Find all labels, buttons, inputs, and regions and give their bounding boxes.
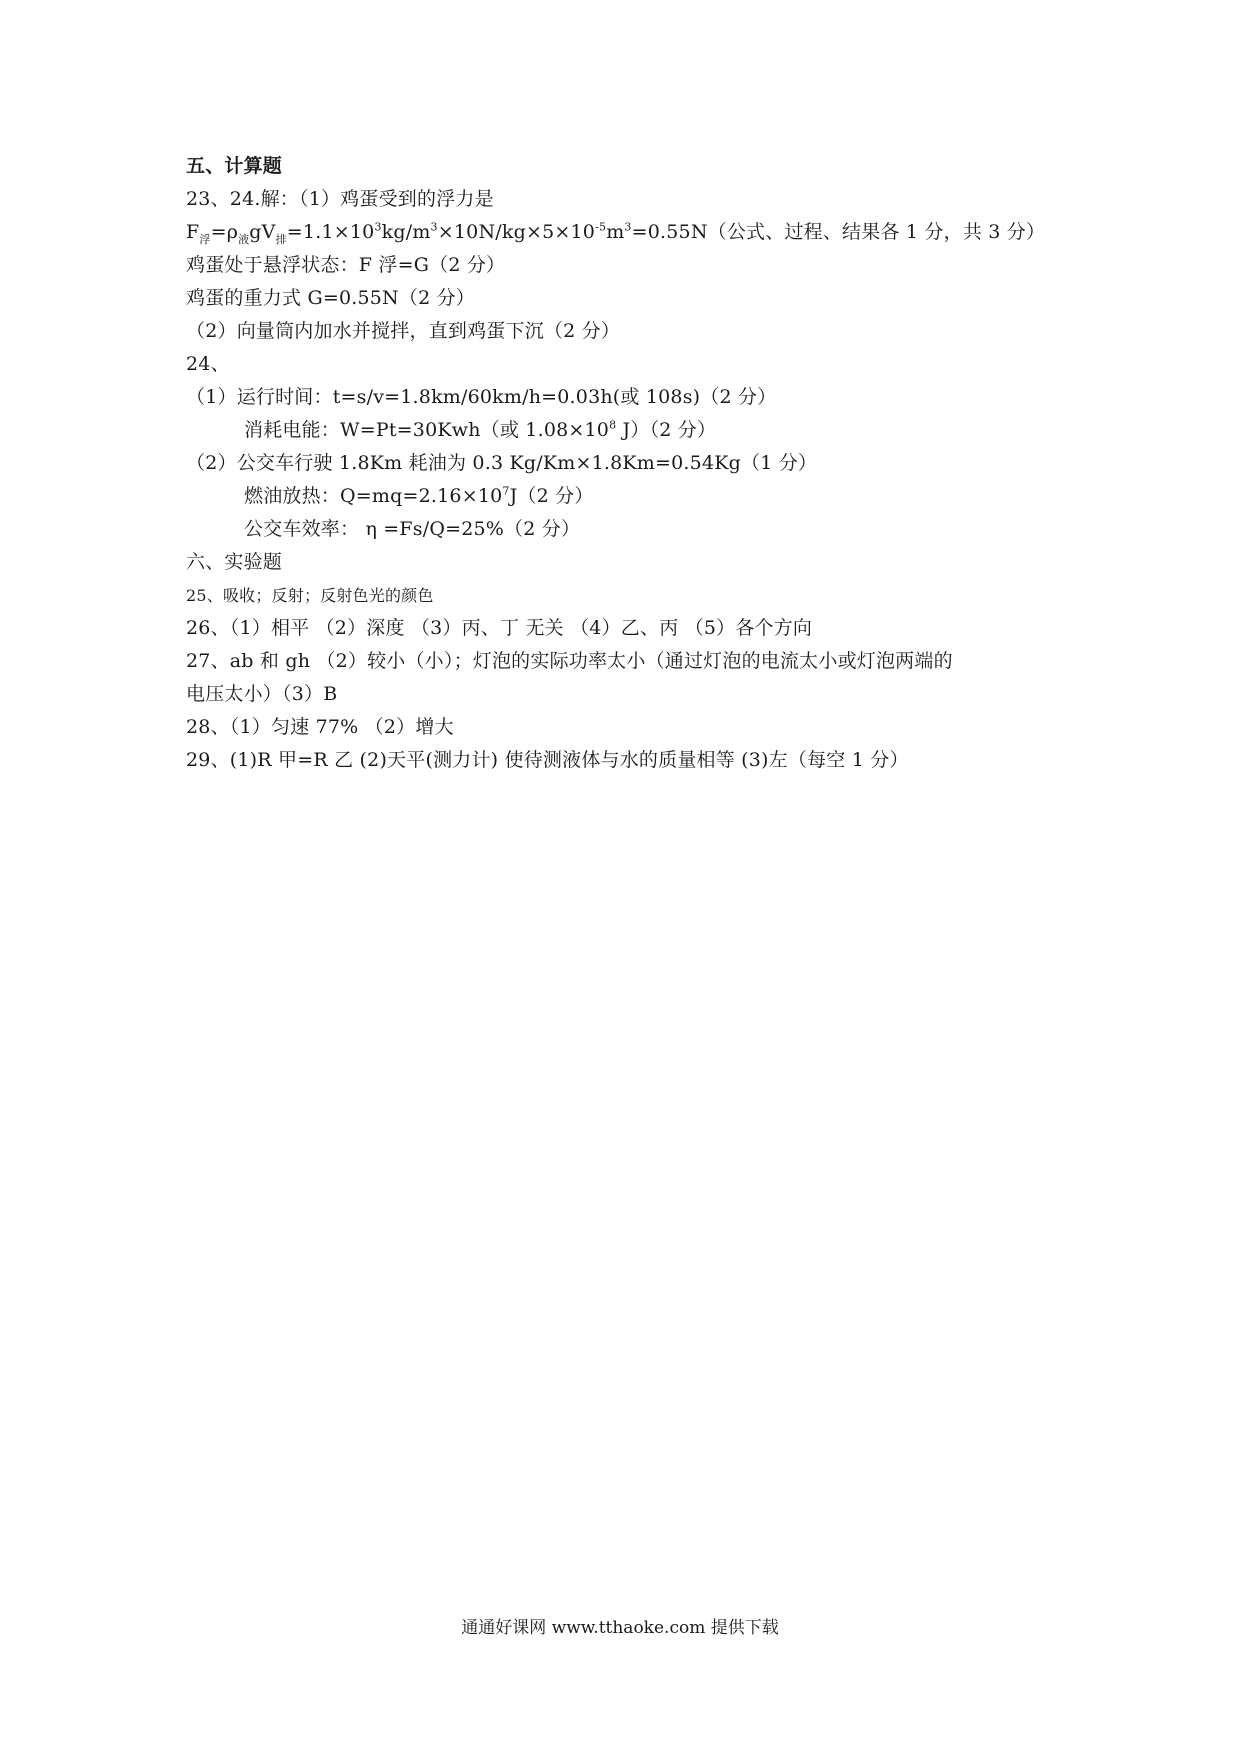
formula-part: =ρ [210,221,239,243]
heat-sup: 7 [502,484,510,498]
q25-answer: 25、吸收；反射；反射色光的颜色 [186,586,434,605]
q24-label: 24、 [186,353,230,375]
formula-sup: 3 [430,220,438,234]
q24-heat [186,480,1086,513]
formula-sub: 液 [238,232,250,246]
q24-efficiency: 公交车效率： η =Fs/Q=25%（2 分） [244,518,581,540]
energy-sup: 8 [609,418,617,432]
q28-answer: 28、（1）匀速 77% （2）增大 [186,716,454,738]
q23-weight: 鸡蛋的重力式 G=0.55N（2 分） [186,287,475,309]
q24-energy [186,414,1086,447]
formula-part: kg/m [381,221,431,243]
heat-part: J（2 分） [509,485,594,507]
energy-part: J）（2 分） [616,419,717,441]
formula-sup: -5 [595,220,607,234]
q23-part2: （2）向量筒内加水并搅拌，直到鸡蛋下沉（2 分） [186,320,621,342]
q26-answer: 26、（1）相平 （2）深度 （3）丙、丁 无关 （4）乙、丙 （5）各个方向 [186,617,813,639]
formula-part: =0.55N（公式、过程、结果各 1 分，共 3 分） [631,221,1046,243]
section-heading-experiment: 六、实验题 [186,551,283,573]
heat-part: 燃油放热：Q=mq=2.16×10 [244,485,503,507]
q27-answer-line2: 电压太小）（3）B [186,683,338,705]
formula-part: gV [249,221,276,243]
formula-sub: 浮 [199,232,211,246]
q23-state: 鸡蛋处于悬浮状态：F 浮=G（2 分） [186,254,506,276]
formula-part: =1.1×10 [286,221,375,243]
q29-answer: 29、(1)R 甲=R 乙 (2)天平(测力计) 使待测液体与水的质量相等 (3)左（每空 1 分） [186,749,909,771]
q24-fuel: （2）公交车行驶 1.8Km 耗油为 0.3 Kg/Km×1.8Km=0.54Kg（1 分） [186,452,818,474]
energy-part: 消耗电能：W=Pt=30Kwh（或 1.08×10 [244,419,610,441]
q27-answer-line1: 27、ab 和 gh （2）较小（小）；灯泡的实际功率太小（通过灯泡的电流太小或灯泡两端的 [186,650,953,672]
formula-sup: 3 [374,220,382,234]
formula-part: F [186,221,200,243]
formula-sup: 3 [624,220,632,234]
section-heading-calculation: 五、计算题 [186,155,283,177]
formula-part: ×10N/kg×5×10 [437,221,596,243]
formula-sub: 排 [275,232,287,246]
document-body [186,150,1086,777]
q24-time: （1）运行时间：t=s/v=1.8km/60km/h=0.03h(或 108s)（2 分） [186,386,777,408]
q23-intro: 23、24.解：（1）鸡蛋受到的浮力是 [186,188,494,210]
q23-formula [186,216,1086,249]
footer-credit: 通通好课网 www.tthaoke.com 提供下载 [461,1618,779,1638]
formula-part: m [606,221,625,243]
